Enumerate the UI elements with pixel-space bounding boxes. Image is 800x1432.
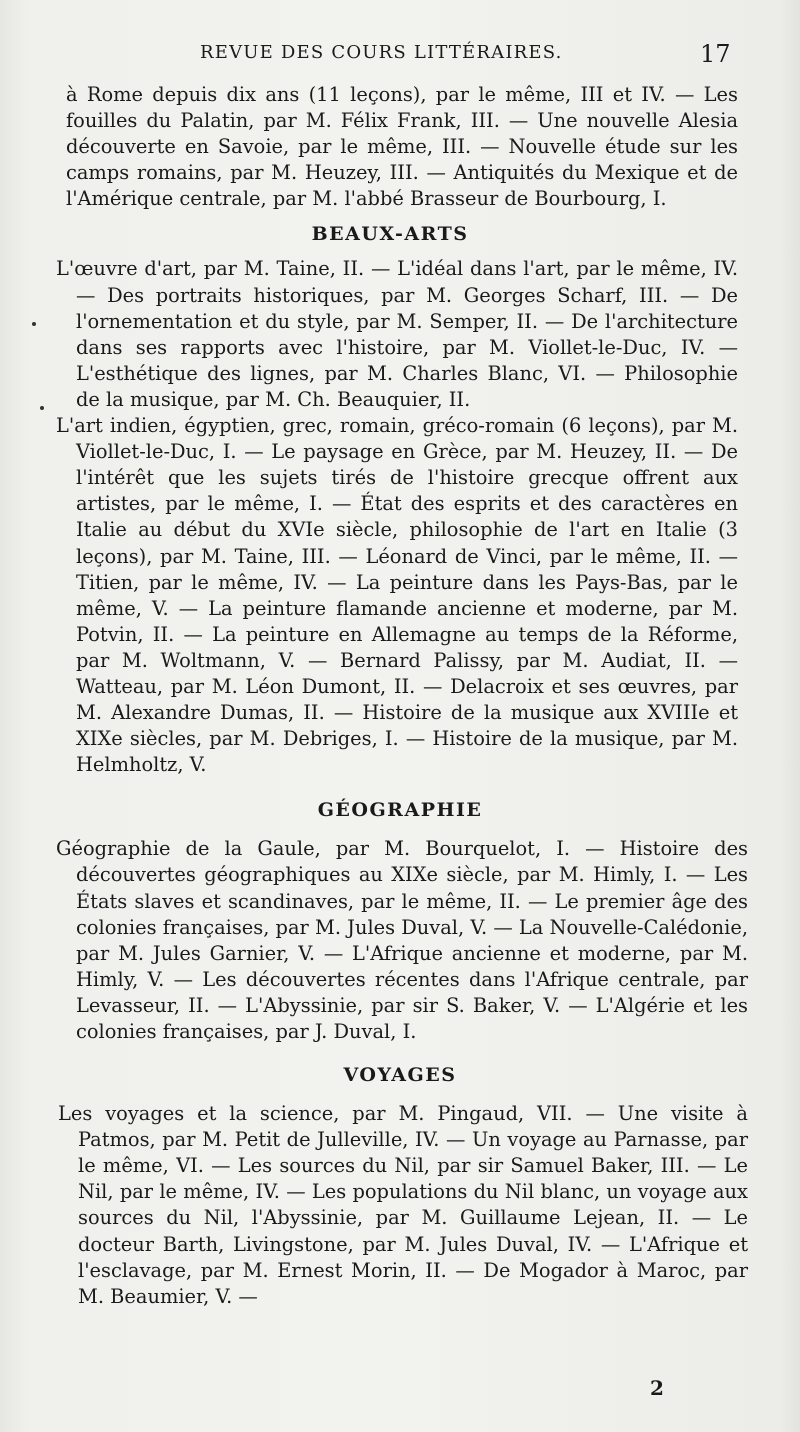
page-number: 17	[700, 40, 731, 68]
geographie-entry	[56, 836, 748, 1045]
journal-title: REVUE DES COURS LITTÉRAIRES.	[200, 42, 563, 63]
section-heading-beaux-arts: BEAUX-ARTS	[311, 223, 469, 246]
voyages-entry	[58, 1101, 748, 1310]
paragraph: Les voyages et la science, par M. Pingaud, VII. — Une visite à Patmos, par M. Petit de Julleville, IV. — Un voyage au Parnasse, par le même, VI. — Les sources du Nil, par sir Samuel Baker, III. — Le Nil, par le même, IV. — Les populations du Nil blanc, un voyage aux sources du Nil, l'Abyssinie, par M. Guillaume Lejean, II. — Le docteur Barth, Livingstone, par M. Jules Duval, IV. — L'Afrique et l'esclavage, par M. Ernest Morin, II. — De Mogador à Maroc, par M. Beaumier, V. —	[58, 1102, 748, 1308]
beaux-arts-entry-1	[56, 256, 738, 413]
section-heading-voyages: VOYAGES	[343, 1064, 457, 1087]
running-header	[0, 42, 800, 74]
signature-mark: 2	[650, 1376, 664, 1400]
paragraph: L'œuvre d'art, par M. Taine, II. — L'idéal dans l'art, par le même, IV. — Des portraits historiques, par M. Georges Scharf, III. — De l'ornementation et du style, par M. Semper, II. — De l'architecture dans ses rapports avec l'histoire, par M. Viollet-le-Duc, IV. — L'esthétique des lignes, par M. Charles Blanc, VI. — Philosophie de la musique, par M. Ch. Beauquier, II.	[56, 257, 738, 411]
paragraph: à Rome depuis dix ans (11 leçons), par le même, III et IV. — Les fouilles du Palatin, par M. Félix Frank, III. — Une nouvelle Alesia découverte en Savoie, par le même, III. — Nouvelle étude sur les camps romains, par M. Heuzey, III. — Antiquités du Mexique et de l'Amérique centrale, par M. l'abbé Brasseur de Bourbourg, I.	[66, 83, 738, 211]
paragraph: L'art indien, égyptien, grec, romain, gréco-romain (6 leçons), par M. Viollet-le-Duc, I. — Le paysage en Grèce, par M. Heuzey, II. — De l'intérêt que les sujets tirés de l'histoire grecque offrent aux artistes, par le même, I. — État des esprits et des caractères en Italie au début du XVIe siècle, philosophie de l'art en Italie (3 leçons), par M. Taine, III. — Léonard de Vinci, par le même, II. — Titien, par le même, IV. — La peinture dans les Pays-Bas, par le même, V. — La peinture flamande ancienne et moderne, par M. Potvin, II. — La peinture en Allemagne au temps de la Réforme, par M. Woltmann, V. — Bernard Palissy, par M. Audiat, II. — Watteau, par M. Léon Dumont, II. — Delacroix et ses œuvres, par M. Alexandre Dumas, II. — Histoire de la musique aux XVIIIe et XIXe siècles, par M. Debriges, I. — Histoire de la musique, par M. Helmholtz, V.	[56, 414, 738, 777]
paragraph: Géographie de la Gaule, par M. Bourquelot, I. — Histoire des découvertes géographiques au XIXe siècle, par M. Himly, I. — Les États slaves et scandinaves, par le même, II. — Le premier âge des colonies françaises, par M. Jules Duval, V. — La Nouvelle-Calédonie, par M. Jules Garnier, V. — L'Afrique ancienne et moderne, par M. Himly, V. — Les découvertes récentes dans l'Afrique centrale, par Levasseur, II. — L'Abyssinie, par sir S. Baker, V. — L'Algérie et les colonies françaises, par J. Duval, I.	[56, 837, 748, 1043]
page-content	[0, 82, 800, 1310]
archaeology-continuation	[66, 82, 738, 212]
beaux-arts-entry-2	[56, 413, 738, 778]
ink-speck	[32, 322, 36, 326]
ink-speck	[40, 406, 44, 410]
section-heading-geographie: GÉOGRAPHIE	[317, 799, 483, 822]
